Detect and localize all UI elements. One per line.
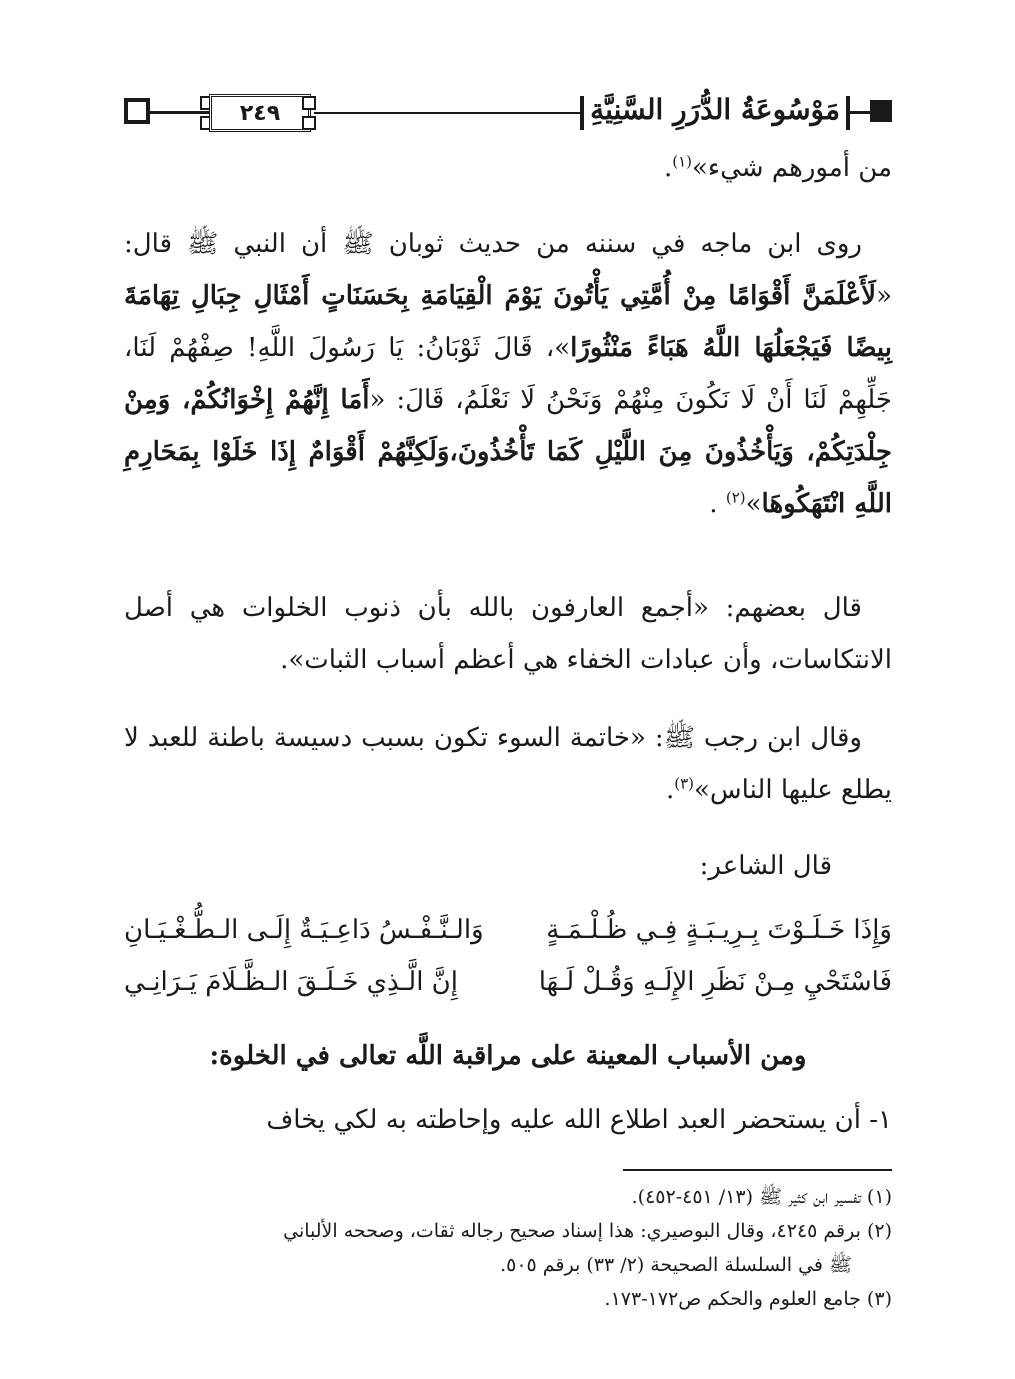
hadith-end-quote: » — [745, 489, 762, 519]
footnote-separator — [623, 1169, 892, 1171]
series-title: مَوْسُوعَةُ الدُّرَرِ السَّنِيَّةِ — [590, 93, 840, 126]
ibn-rajab-text: وقال ابن رجب ﷺ: «خاتمة السوء تكون بسبب دسيسة باطنة للعبد لا يطلع عليها الناس» — [124, 723, 892, 805]
page-number: ٢٤٩ — [209, 94, 311, 132]
hadith-end: . — [709, 489, 726, 519]
hadith-paragraph — [124, 218, 892, 530]
header-right-square-ornament — [870, 100, 892, 122]
header-middle-rule — [314, 112, 580, 114]
footnote-ref-3: (٣) — [674, 774, 695, 793]
continuation-end: . — [663, 153, 673, 183]
footnote-1: (١) تفسير ابن كثير ﷺ (١٣/ ٤٥١-٤٥٢). — [631, 1186, 892, 1208]
poem — [124, 904, 892, 1008]
footnote-2: (٢) برقم ٤٢٤٥، وقال البوصيري: هذا إسناد صحيح رجاله ثقات، وصححه الألباني — [283, 1220, 892, 1242]
header-divider-bar — [580, 96, 584, 130]
verse-first-hemistich: وَإِذَا خَـلَـوْتَ بِـرِيـبَـةٍ فِـي ظُـلْـمَـةٍ — [546, 915, 892, 945]
footnote-ref-1: (١) — [672, 152, 692, 171]
quote-paragraph-ibn-rajab — [124, 712, 892, 816]
header-knot-ornament-right — [302, 96, 316, 110]
verse-first-hemistich: فَاسْتَحْيِ مِـنْ نَظَرِ الإِلَـهِ وَقُـلْ لَـهَا — [538, 967, 892, 997]
poet-intro-text: قال الشاعر: — [699, 851, 832, 881]
footnotes — [124, 1180, 892, 1316]
section-heading: ومن الأسباب المعينة على مراقبة اللَّه تعالى في الخلوة: — [209, 1041, 807, 1071]
hadith-mid: »، قَالَ ثَوْبَانُ: يَا رَسُولَ اللَّهِ! صِفْهُمْ لَنَا، جَلِّهِمْ لَنَا أَنْ لَا نَكُونَ مِنْهُمْ وَنَحْنُ لَا نَعْلَمُ، قَالَ: « — [124, 333, 892, 415]
list-item-1-text: ١- أن يستحضر العبد اطلاع الله عليه وإحاطته به لكي يخاف — [266, 1105, 892, 1135]
footnote-3: (٣) جامع العلوم والحكم ص١٧٢-١٧٣. — [604, 1288, 892, 1310]
poem-verse — [124, 956, 892, 1008]
verse-second-hemistich: وَالـنَّـفْـسُ دَاعِـيَـةٌ إِلَـى الـطُّـغْـيَـانِ — [124, 915, 484, 945]
header-knot-ornament-right-bottom — [302, 116, 316, 130]
footnote-ref-2: (٢) — [725, 488, 746, 507]
footnote-2-continuation: ﷺ في السلسلة الصحيحة (٢/ ٣٣) برقم ٥٠٥. — [500, 1254, 852, 1276]
header-right-rule — [850, 111, 870, 114]
header-left-rule — [150, 111, 209, 114]
hadith-text-2: أَمَا إِنَّهُمْ إِخْوَانُكُمْ، وَمِنْ جِلْدَتِكُمْ، وَيَأْخُذُونَ مِنَ اللَّيْلِ كَمَا تَأْخُذُونَ،وَلَكِنَّهُمْ أَقْوَامٌ إِذَا خَلَوْا بِمَحَارِمِ اللَّهِ انْتَهَكُوهَا — [124, 385, 892, 519]
hadith-text-1: لَأَعْلَمَنَّ أَقْوَامًا مِنْ أُمَّتِي يَأْتُونَ يَوْمَ الْقِيَامَةِ بِحَسَنَاتٍ أَمْثَالِ جِبَالِ تِهَامَةَ بِيضًا فَيَجْعَلُهَا اللَّهُ هَبَاءً مَنْثُورًا — [124, 281, 892, 363]
quote-arifun-text: قال بعضهم: «أجمع العارفون بالله بأن ذنوب الخلوات هي أصل الانتكاسات، وأن عبادات الخفاء هي أعظم أسباب الثبات». — [124, 593, 892, 675]
continuation-text: من أمورهم شيء» — [692, 153, 892, 183]
ibn-rajab-end: . — [665, 775, 675, 805]
paragraph-continuation — [124, 142, 892, 194]
list-item-1 — [124, 1094, 892, 1146]
quote-paragraph-arifun — [124, 582, 892, 686]
page-header — [124, 86, 892, 138]
poem-verse — [124, 904, 892, 956]
verse-second-hemistich: إِنَّ الَّـذِي خَـلَـقَ الـظَّـلَامَ يَـرَانِـي — [124, 967, 459, 997]
header-left-square-ornament — [124, 98, 150, 124]
poet-intro — [124, 840, 892, 892]
hadith-intro: روى ابن ماجه في سننه من حديث ثوبان ﷺ أن النبي ﷺ قال: « — [124, 229, 892, 311]
